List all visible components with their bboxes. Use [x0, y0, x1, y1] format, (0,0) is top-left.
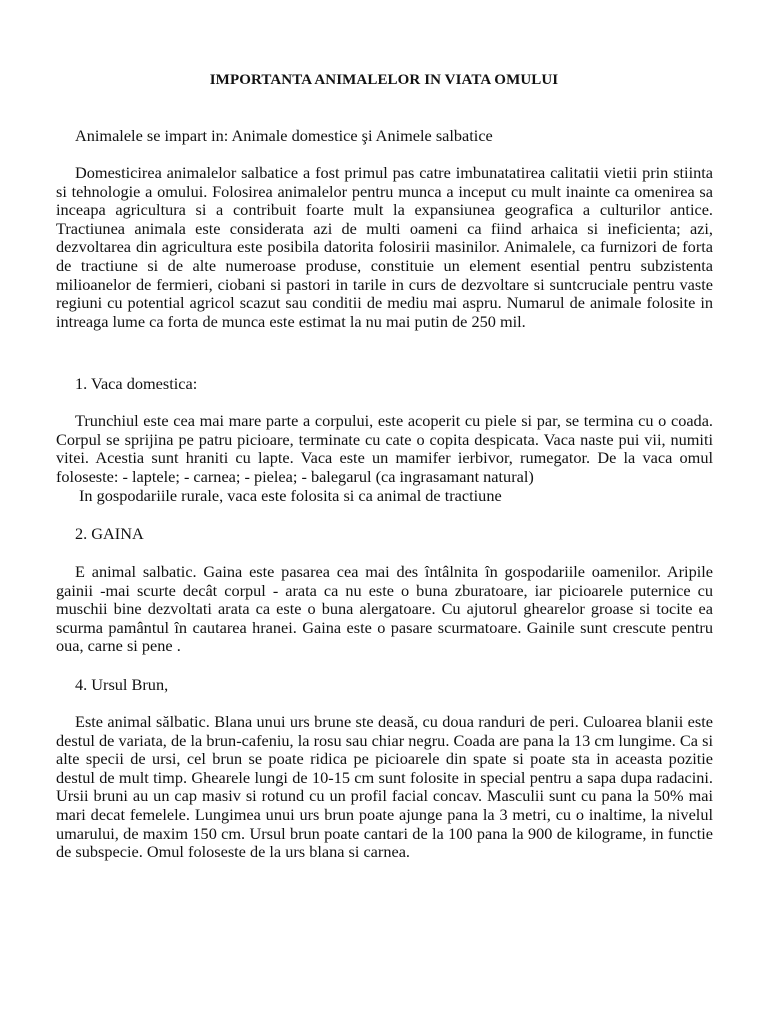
section-note-vaca — [56, 487, 713, 506]
section-body-vaca — [56, 412, 713, 486]
section-heading-vaca — [56, 375, 713, 394]
intro-paragraph — [56, 127, 713, 146]
section-heading-text: 4. Ursul Brun, — [75, 675, 169, 694]
section-heading-urs — [56, 676, 713, 695]
domestication-paragraph — [56, 164, 713, 331]
section-body-text: Trunchiul este cea mai mare parte a corpului, este acoperit cu piele si par, se termina cu o coada. Corpul se sprijina pe patru picioare, terminate cu cate o copita despicata. Vaca naste pui vii, numiti vitei. Acestia sunt hraniti cu lapte. Vaca este un mamifer ierbivor, rumegator. De la vaca omul foloseste: - laptele; - carnea; - pielea; - balegarul (ca ingrasamant natural) — [56, 411, 713, 486]
section-heading-text: 2. GAINA — [75, 524, 144, 543]
intro-text: Animalele se impart in: Animale domestice şi Animele salbatice — [75, 126, 493, 145]
document-title: IMPORTANTA ANIMALELOR IN VIATA OMULUI — [209, 72, 559, 88]
section-body-gaina — [56, 563, 713, 656]
section-body-text: E animal salbatic. Gaina este pasarea cea mai des întâlnita în gospodariile oamenilor. Aripile gainii -mai scurte decât corpul - arata ca nu este o buna zburatoare, iar picioarele puternice cu muschii bine dezvoltati arata ca este o buna alergatoare. Cu ajutorul ghearelor groase si tocite ea scurma pamântul în cautarea hranei. Gaina este o pasare scurmatoare. Gainile sunt crescute pentru oua, carne si pene . — [56, 562, 713, 656]
section-body-text: Este animal sălbatic. Blana unui urs brune ste deasă, cu doua randuri de peri. Culoarea blanii este destul de variata, de la brun-cafeniu, la rosu sau chiar negru. Coada are pana la 13 cm lungime. Ca si alte specii de ursi, cel brun se poate ridica pe picioarele din spate si poate sta in aceasta pozitie destul de mult timp. Ghearele lungi de 10-15 cm sunt folosite in special pentru a sapa dupa radacini. Ursii bruni au un cap masiv si rotund cu un profil facial concav. Masculii sunt cu pana la 50% mai mari decat femelele. Lungimea unui urs brun poate ajunge pana la 3 metri, cu o inaltime, la nivelul umarului, de maxim 150 cm. Ursul brun poate cantari de la 100 pana la 900 de kilograme, in functie de subspecie. Omul foloseste de la urs blana si carnea. — [56, 712, 713, 862]
section-note-text: In gospodariile rurale, vaca este folosita si ca animal de tractiune — [79, 486, 502, 505]
section-body-urs — [56, 713, 713, 862]
section-heading-text: 1. Vaca domestica: — [75, 374, 198, 393]
section-heading-gaina — [56, 525, 713, 544]
domestication-text: Domesticirea animalelor salbatice a fost primul pas catre imbunatatirea calitatii vietii prin stiinta si tehnologie a omului. Folosirea animalelor pentru munca a inceput cu mult inainte ca omenirea sa inceapa agricultura si a contribuit foarte mult la expansiunea geografica a culturilor antice. Tractiunea animala este considerata azi de multi oameni ca fiind arhaica si ineficienta; azi, dezvoltarea din agricultura este posibila datorita folosirii masinilor. Animalele, ca furnizori de forta de tractiune si de alte numeroase produse, constituie un element esential pentru subzistenta milioanelor de fermieri, ciobani si pastori in tarile in curs de dezvoltare si suntcruciale pentru vaste regiuni cu potential agricol scazut sau conditii de mediu mai aspru. Numarul de animale folosite in intreaga lume ca forta de munca este estimat la nu mai putin de 250 mil. — [56, 163, 713, 331]
